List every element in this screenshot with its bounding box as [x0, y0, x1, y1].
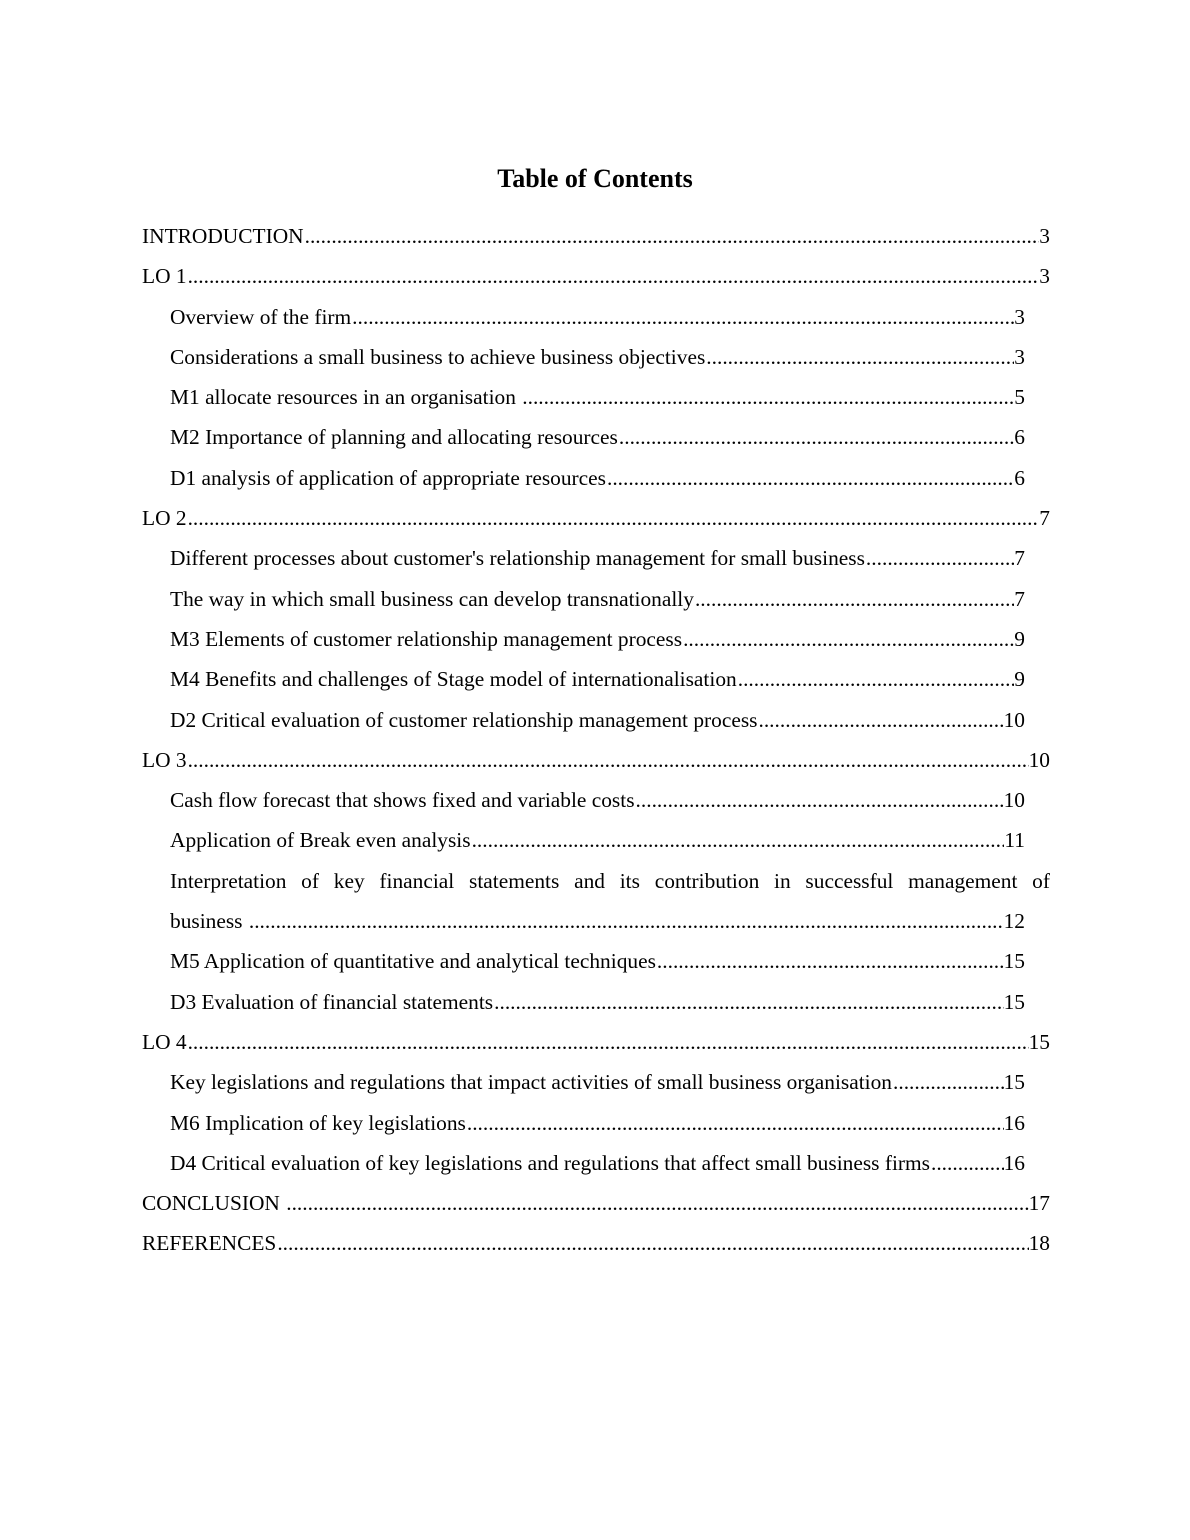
toc-entry-m3[interactable] — [170, 619, 1025, 659]
toc-entry-m6[interactable] — [170, 1103, 1025, 1143]
toc-entry-m5[interactable] — [170, 941, 1025, 981]
toc-entry-text: LO 1 — [142, 264, 187, 289]
toc-page-number: 7 — [1014, 546, 1025, 571]
toc-entry-text: LO 3 — [142, 747, 187, 772]
dot-leader — [188, 740, 1029, 780]
dot-leader — [607, 458, 1014, 498]
toc-entry-text: INTRODUCTION — [142, 224, 304, 248]
toc-entry-d3[interactable] — [170, 982, 1025, 1022]
toc-page-number: 15 — [1028, 1029, 1050, 1054]
toc-page-number: 3 — [1014, 344, 1025, 369]
dot-leader — [522, 377, 1014, 417]
dot-leader — [636, 780, 1004, 820]
toc-entry-text: M2 Importance of planning and allocating resources — [170, 425, 618, 450]
toc-page-number: 15 — [1003, 949, 1025, 974]
dot-leader — [738, 659, 1015, 699]
toc-page-number: 15 — [1003, 989, 1025, 1014]
toc-page-number: 7 — [1039, 506, 1050, 531]
table-of-contents — [142, 216, 1050, 1264]
toc-entry-considerations[interactable] — [170, 337, 1025, 377]
dot-leader — [472, 820, 1005, 860]
toc-entry-d1[interactable] — [170, 458, 1025, 498]
toc-page-number: 3 — [1039, 264, 1050, 289]
dot-leader — [188, 498, 1040, 538]
toc-entry-text: D2 Critical evaluation of customer relationship management process — [170, 707, 758, 732]
toc-entry-text-continued: business — [170, 909, 248, 934]
toc-page-number: 16 — [1003, 1150, 1025, 1175]
dot-leader — [467, 1103, 1004, 1143]
toc-entry-m4[interactable] — [170, 659, 1025, 699]
dot-leader — [286, 1183, 1028, 1223]
toc-entry-text: The way in which small business can develop transnationally — [170, 586, 694, 611]
toc-page-number: 6 — [1014, 465, 1025, 490]
toc-entry-d4[interactable] — [170, 1143, 1025, 1183]
toc-entry-financial-statements[interactable] — [170, 861, 1050, 942]
toc-entry-cash-flow[interactable] — [170, 780, 1025, 820]
dot-leader — [188, 1022, 1029, 1062]
dot-leader — [657, 941, 1004, 981]
toc-page-number: 7 — [1014, 586, 1025, 611]
toc-page-number: 16 — [1003, 1110, 1025, 1135]
toc-entry-key-legislations[interactable] — [170, 1062, 1025, 1102]
dot-leader — [758, 700, 1003, 740]
dot-leader — [188, 256, 1040, 296]
toc-entry-lo2[interactable] — [142, 498, 1050, 538]
toc-entry-text: CONCLUSION — [142, 1191, 286, 1216]
toc-page-number: 9 — [1014, 626, 1025, 651]
dot-leader — [494, 982, 1003, 1022]
toc-page-number: 11 — [1004, 828, 1025, 853]
toc-page-number: 5 — [1014, 385, 1025, 410]
toc-entry-transnational[interactable] — [170, 579, 1025, 619]
toc-entry-lo1[interactable] — [142, 256, 1050, 296]
toc-entry-lo3[interactable] — [142, 740, 1050, 780]
toc-entry-lo4[interactable] — [142, 1022, 1050, 1062]
toc-entry-text: Application of Break even analysis — [170, 828, 471, 853]
dot-leader — [695, 579, 1014, 619]
toc-entry-m1[interactable] — [170, 377, 1025, 417]
page-title: Table of Contents — [497, 164, 693, 193]
dot-leader — [277, 1223, 1028, 1263]
dot-leader — [352, 297, 1014, 337]
toc-entry-text: M1 allocate resources in an organisation — [170, 385, 522, 410]
dot-leader — [619, 417, 1014, 457]
dot-leader — [249, 901, 1004, 941]
toc-page-number: 3 — [1014, 304, 1025, 329]
toc-entry-text: Different processes about customer's relationship management for small business — [170, 546, 865, 571]
toc-entry-text: REFERENCES — [142, 1231, 277, 1256]
toc-entry-references[interactable] — [142, 1223, 1050, 1263]
toc-page-number: 3 — [1039, 224, 1050, 248]
toc-entry-crm-processes[interactable] — [170, 538, 1025, 578]
toc-entry-text: Considerations a small business to achieve business objectives — [170, 344, 706, 369]
dot-leader — [893, 1062, 1004, 1102]
toc-page-number: 15 — [1003, 1070, 1025, 1095]
dot-leader — [683, 619, 1014, 659]
toc-page-number: 6 — [1014, 425, 1025, 450]
toc-entry-overview[interactable] — [170, 297, 1025, 337]
toc-entry-text: Overview of the firm — [170, 304, 352, 329]
toc-entry-d2[interactable] — [170, 700, 1025, 740]
toc-entry-text: D1 analysis of application of appropriate resources — [170, 465, 606, 490]
toc-page-number: 17 — [1028, 1191, 1050, 1216]
toc-entry-text: LO 2 — [142, 506, 187, 531]
toc-entry-text: M6 Implication of key legislations — [170, 1110, 466, 1135]
toc-entry-text: M3 Elements of customer relationship management process — [170, 626, 683, 651]
toc-entry-introduction[interactable] — [142, 216, 1050, 256]
toc-entry-conclusion[interactable] — [142, 1183, 1050, 1223]
toc-page-number: 10 — [1003, 707, 1025, 732]
toc-page-number: 18 — [1028, 1231, 1050, 1256]
toc-entry-text: D4 Critical evaluation of key legislations and regulations that affect small business firms — [170, 1150, 930, 1175]
toc-page-number: 12 — [1003, 909, 1025, 934]
dot-leader — [866, 538, 1014, 578]
toc-entry-text: D3 Evaluation of financial statements — [170, 989, 494, 1014]
dot-leader — [706, 337, 1014, 377]
toc-page-number: 10 — [1003, 788, 1025, 813]
toc-page-number: 10 — [1028, 747, 1050, 772]
toc-page-number: 9 — [1014, 667, 1025, 692]
toc-entry-text: Cash flow forecast that shows fixed and variable costs — [170, 788, 635, 813]
toc-entry-m2[interactable] — [170, 417, 1025, 457]
toc-entry-text: Key legislations and regulations that impact activities of small business organisation — [170, 1070, 892, 1095]
toc-entry-text: Interpretation of key financial statements and its contribution in successful management of — [170, 868, 1050, 893]
toc-entry-text: M5 Application of quantitative and analytical techniques — [170, 949, 656, 974]
toc-entry-text: M4 Benefits and challenges of Stage model of internationalisation — [170, 667, 737, 692]
dot-leader — [931, 1143, 1004, 1183]
toc-entry-text: LO 4 — [142, 1029, 187, 1054]
dot-leader — [305, 216, 1040, 256]
toc-entry-break-even[interactable] — [170, 820, 1025, 860]
